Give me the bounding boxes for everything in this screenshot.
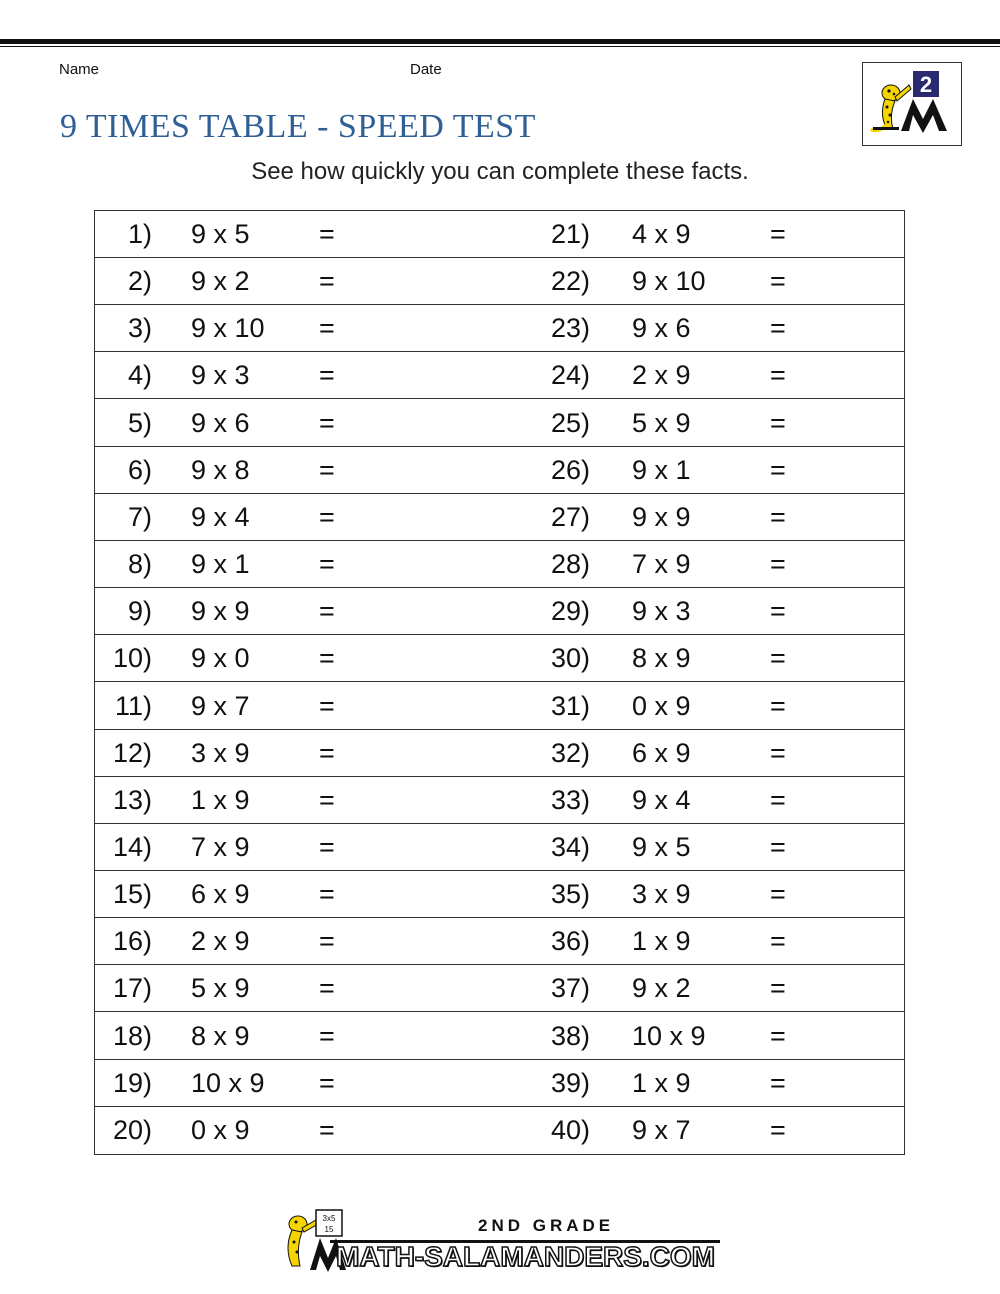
answer-equals[interactable]: = [319, 360, 335, 391]
svg-text:3x5: 3x5 [322, 1214, 336, 1223]
problem-expression: 9 x 10 [632, 266, 706, 297]
answer-equals[interactable]: = [319, 407, 335, 438]
problem-number: 13) [112, 784, 152, 815]
answer-equals[interactable]: = [770, 596, 786, 627]
answer-equals[interactable]: = [770, 1067, 786, 1098]
footer-site-link[interactable]: MATH-SALAMANDERS.COM [336, 1241, 715, 1272]
answer-equals[interactable]: = [770, 549, 786, 580]
problem-number: 30) [550, 643, 590, 674]
problem-number: 12) [112, 737, 152, 768]
problem-number: 27) [550, 501, 590, 532]
answer-equals[interactable]: = [770, 219, 786, 249]
answer-equals[interactable]: = [319, 1067, 335, 1098]
answer-equals[interactable]: = [770, 643, 786, 674]
answer-equals[interactable]: = [770, 879, 786, 910]
answer-equals[interactable]: = [319, 454, 335, 485]
problem-row [95, 918, 904, 965]
answer-equals[interactable]: = [319, 1020, 335, 1051]
answer-equals[interactable]: = [319, 784, 335, 815]
problem-number: 36) [550, 926, 590, 957]
problem-number: 35) [550, 879, 590, 910]
problem-expression: 9 x 1 [191, 549, 250, 580]
answer-equals[interactable]: = [770, 926, 786, 957]
problem-number: 37) [550, 973, 590, 1004]
grade-badge-number: 2 [919, 72, 933, 97]
answer-equals[interactable]: = [770, 690, 786, 721]
problem-expression: 9 x 8 [191, 454, 250, 485]
problem-number: 3) [127, 313, 152, 344]
problem-row [95, 1013, 904, 1060]
svg-text:15: 15 [324, 1225, 334, 1234]
answer-equals[interactable]: = [319, 313, 335, 344]
problem-expression: 0 x 9 [191, 1114, 250, 1145]
problem-row [95, 824, 904, 871]
problem-row [95, 494, 904, 541]
problem-expression: 10 x 9 [632, 1020, 706, 1051]
answer-equals[interactable]: = [770, 501, 786, 532]
answer-equals[interactable]: = [319, 926, 335, 957]
problem-number: 21) [550, 219, 590, 249]
problem-expression: 9 x 2 [632, 973, 691, 1004]
footer-grade-text: 2ND GRADE [478, 1216, 615, 1235]
problem-number: 39) [550, 1067, 590, 1098]
problem-expression: 6 x 9 [191, 879, 250, 910]
problem-row [95, 211, 904, 258]
problem-number: 2) [127, 266, 152, 297]
problem-expression: 0 x 9 [632, 690, 691, 721]
problem-number: 20) [112, 1114, 152, 1145]
problem-number: 16) [112, 926, 152, 957]
answer-equals[interactable]: = [770, 266, 786, 297]
problem-row [95, 871, 904, 918]
answer-equals[interactable]: = [770, 360, 786, 391]
problem-row [95, 683, 904, 730]
problem-number: 40) [550, 1114, 590, 1145]
problem-row [95, 1060, 904, 1107]
answer-equals[interactable]: = [319, 973, 335, 1004]
problem-expression: 5 x 9 [191, 973, 250, 1004]
problem-number: 18) [112, 1020, 152, 1051]
problem-row [95, 400, 904, 447]
name-label: Name [59, 61, 100, 78]
problem-row [95, 541, 904, 588]
problem-row [95, 352, 904, 399]
problem-expression: 1 x 9 [632, 926, 691, 957]
problem-expression: 9 x 6 [191, 407, 250, 438]
problem-number: 14) [112, 831, 152, 862]
answer-equals[interactable]: = [319, 831, 335, 862]
answer-equals[interactable]: = [770, 973, 786, 1004]
problem-expression: 9 x 3 [632, 596, 691, 627]
problem-number: 8) [127, 549, 152, 580]
problem-number: 31) [550, 690, 590, 721]
answer-equals[interactable]: = [770, 1020, 786, 1051]
answer-equals[interactable]: = [319, 1114, 335, 1145]
answer-equals[interactable]: = [319, 549, 335, 580]
answer-equals[interactable]: = [319, 596, 335, 627]
answer-equals[interactable]: = [770, 407, 786, 438]
instructions-text: See how quickly you can complete these facts. [251, 158, 749, 185]
problem-expression: 9 x 0 [191, 643, 250, 674]
problem-expression: 9 x 5 [632, 831, 691, 862]
answer-equals[interactable]: = [770, 784, 786, 815]
problem-number: 33) [550, 784, 590, 815]
problem-expression: 6 x 9 [632, 737, 691, 768]
problem-number: 5) [127, 407, 152, 438]
problem-expression: 9 x 10 [191, 313, 265, 344]
problem-number: 19) [112, 1067, 152, 1098]
problem-number: 4) [127, 360, 152, 391]
problem-number: 7) [127, 501, 152, 532]
problem-expression: 9 x 3 [191, 360, 250, 391]
problem-number: 32) [550, 737, 590, 768]
answer-equals[interactable]: = [770, 831, 786, 862]
problem-number: 29) [550, 596, 590, 627]
problem-number: 1) [127, 219, 152, 249]
problem-expression: 3 x 9 [191, 737, 250, 768]
problem-row [95, 447, 904, 494]
problem-number: 6) [127, 454, 152, 485]
problem-row [95, 305, 904, 352]
problem-number: 23) [550, 313, 590, 344]
problem-expression: 5 x 9 [632, 407, 691, 438]
problem-expression: 7 x 9 [632, 549, 691, 580]
answer-equals[interactable]: = [319, 219, 335, 249]
problem-row [95, 1107, 904, 1154]
answer-equals[interactable]: = [319, 737, 335, 768]
problem-row [95, 730, 904, 777]
problem-expression: 9 x 4 [632, 784, 691, 815]
answer-equals[interactable]: = [319, 643, 335, 674]
problem-number: 38) [550, 1020, 590, 1051]
problem-row [95, 635, 904, 682]
problem-number: 9) [127, 596, 152, 627]
answer-equals[interactable]: = [770, 454, 786, 485]
problem-expression: 9 x 1 [632, 454, 691, 485]
answer-equals[interactable]: = [319, 266, 335, 297]
problem-expression: 2 x 9 [632, 360, 691, 391]
problem-expression: 9 x 7 [191, 690, 250, 721]
answer-equals[interactable]: = [770, 313, 786, 344]
problem-expression: 3 x 9 [632, 879, 691, 910]
problem-grid [94, 210, 905, 1155]
problem-row [95, 777, 904, 824]
problem-expression: 8 x 9 [191, 1020, 250, 1051]
problem-number: 34) [550, 831, 590, 862]
top-rule-thin [0, 46, 1000, 47]
problem-number: 15) [112, 879, 152, 910]
problem-number: 28) [550, 549, 590, 580]
grade-logo [862, 62, 962, 146]
problem-expression: 9 x 2 [191, 266, 250, 297]
problem-expression: 9 x 9 [632, 501, 691, 532]
problem-number: 24) [550, 360, 590, 391]
salamander-badge-icon [863, 63, 961, 145]
problem-expression: 9 x 7 [632, 1114, 691, 1145]
top-rule-thick [0, 39, 1000, 44]
problem-expression: 8 x 9 [632, 643, 691, 674]
problem-row [95, 588, 904, 635]
problem-expression: 9 x 6 [632, 313, 691, 344]
problem-row [95, 965, 904, 1012]
answer-equals[interactable]: = [770, 737, 786, 768]
problem-expression: 10 x 9 [191, 1067, 265, 1098]
problem-expression: 1 x 9 [191, 784, 250, 815]
problem-expression: 9 x 4 [191, 501, 250, 532]
problem-expression: 9 x 5 [191, 219, 250, 249]
answer-equals[interactable]: = [770, 1114, 786, 1145]
problem-expression: 7 x 9 [191, 831, 250, 862]
answer-equals[interactable]: = [319, 501, 335, 532]
page-title: 9 TIMES TABLE - SPEED TEST [60, 108, 536, 145]
problem-number: 25) [550, 407, 590, 438]
problem-number: 11) [114, 690, 152, 721]
problem-expression: 9 x 9 [191, 596, 250, 627]
problem-expression: 4 x 9 [632, 219, 691, 249]
date-label: Date [410, 61, 442, 78]
problem-row [95, 258, 904, 305]
problem-number: 10) [112, 643, 152, 674]
problem-number: 17) [112, 973, 152, 1004]
problem-number: 26) [550, 454, 590, 485]
problem-number: 22) [550, 266, 590, 297]
problem-expression: 1 x 9 [632, 1067, 691, 1098]
answer-equals[interactable]: = [319, 879, 335, 910]
answer-equals[interactable]: = [319, 690, 335, 721]
problem-expression: 2 x 9 [191, 926, 250, 957]
